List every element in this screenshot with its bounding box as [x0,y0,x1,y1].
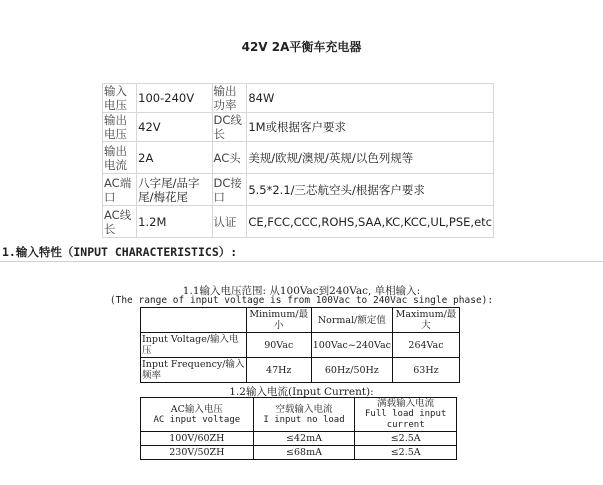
table-cell: ≤68mA [253,446,355,460]
table-header-cell: Normal/额定值 [311,308,392,333]
table-cell: ≤42mA [253,432,355,446]
table-cell: 63Hz [392,358,459,383]
table-row [141,432,457,446]
table-cell: 47Hz [246,358,311,383]
spec-value: 100-240V [137,84,212,113]
table-header-cell [355,398,457,432]
table-row [141,358,460,383]
spec-value: CE,FCC,CCC,ROHS,SAA,KC,KCC,UL,PSE,etc [247,206,494,238]
table-row [141,446,457,460]
table-cell: 230V/50ZH [141,446,254,460]
spec-key: AC头 [212,142,247,174]
spec-row [103,174,494,206]
table-header-cell [253,398,355,432]
table-header-cell: Minimum/最小 [246,308,311,333]
spec-key: DC线长 [212,113,247,142]
subsection-heading-cn: 1.1输入电压范围: 从100Vac到240Vac, 单相输入: [182,285,421,297]
header-en: I input no load [263,414,345,425]
table-header-cell: Maximum/最大 [392,308,459,333]
spec-value: 1.2M [137,206,212,238]
table-cell: 90Vac [246,333,311,358]
subsection-heading-current: 1.2输入电流(Input Current): [229,386,374,398]
header-en: Full load input current [365,409,447,430]
spec-value: 5.5*2.1/三芯航空头/根据客户要求 [247,174,494,206]
table-header-row [141,398,457,432]
spec-key: 输出电压 [103,113,137,142]
spec-row [103,206,494,238]
subsection-heading-en: (The range of input voltage is from 100Vac to 240Vac single phase): [109,295,494,306]
spec-key: DC接口 [212,174,247,206]
divider [0,261,603,262]
spec-value: 2A [137,142,212,174]
table-header-cell [141,308,247,333]
spec-key: 输入电压 [103,84,137,113]
spec-value: 八字尾/品字尾/梅花尾 [137,174,212,206]
spec-value: 1M或根据客户要求 [247,113,494,142]
spec-key: 输出电流 [103,142,137,174]
table-cell: 264Vac [392,333,459,358]
table-header-cell [141,398,254,432]
spec-key: 输出功率 [212,84,247,113]
spec-row [103,84,494,113]
section-heading: 1.输入特性（INPUT CHARACTERISTICS）: [2,245,238,259]
table-cell: 60Hz/50Hz [311,358,392,383]
spec-value: 美规/欧规/澳规/英规/以色列规等 [247,142,494,174]
spec-row [103,113,494,142]
table-cell: 100V/60ZH [141,432,254,446]
page-title: 42V 2A平衡车充电器 [241,40,362,54]
table-row [141,333,460,358]
table-cell: ≤2.5A [355,432,457,446]
header-cn: 空载输入电流 [275,403,333,415]
spec-row [103,142,494,174]
input-voltage-table [140,307,460,383]
header-cn: 满载输入电流 [377,398,435,409]
spec-value: 42V [137,113,212,142]
table-cell: ≤2.5A [355,446,457,460]
table-header-row [141,308,460,333]
spec-table [102,83,494,238]
header-cn: AC输入电压 [170,403,223,415]
table-cell: Input Voltage/输入电压 [141,333,247,358]
spec-key: 认证 [212,206,247,238]
table-cell: Input Frequency/输入频率 [142,359,245,381]
header-en: AC input voltage [153,414,241,425]
spec-key: AC线长 [103,206,137,238]
table-cell: 100Vac~240Vac [311,333,392,358]
input-current-table [140,397,457,460]
spec-value: 84W [247,84,494,113]
spec-key: AC端口 [103,174,137,206]
